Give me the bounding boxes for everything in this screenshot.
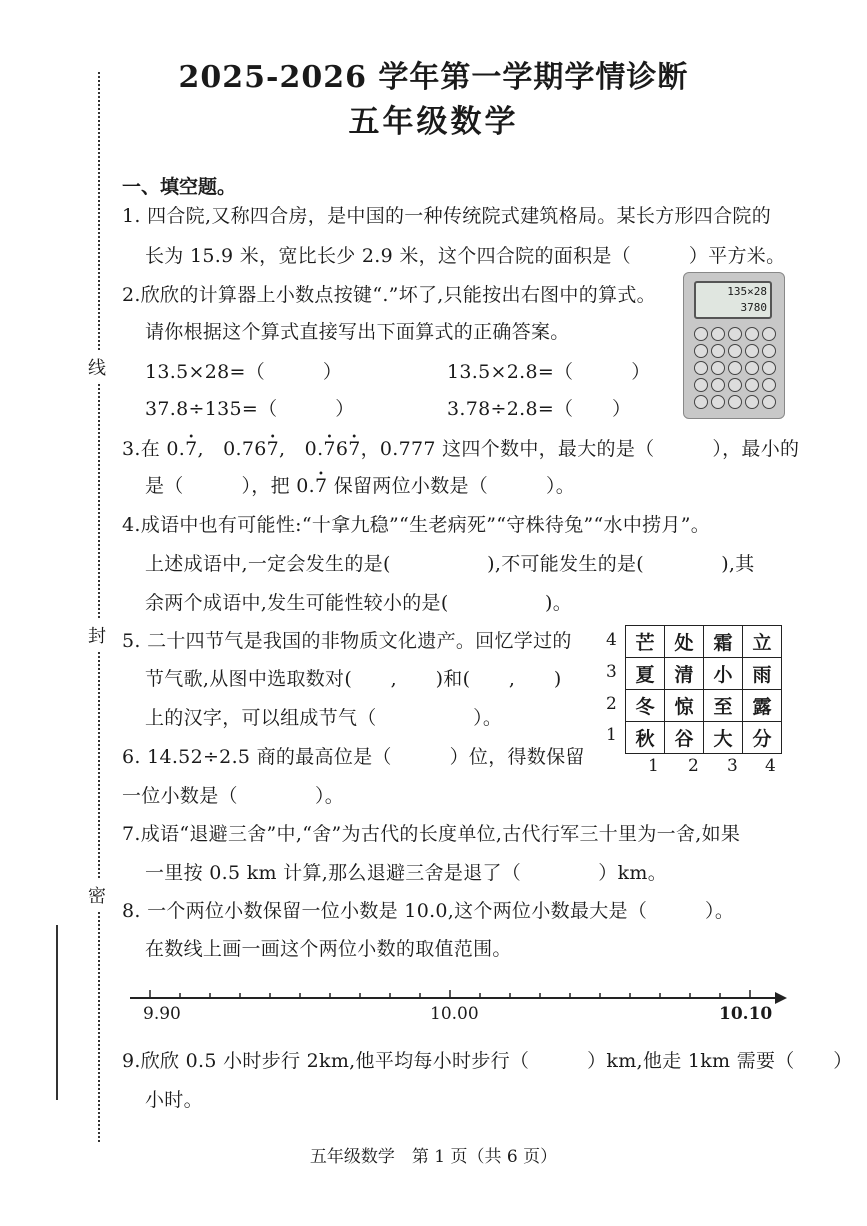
q3-line2: 是（ ），把 0.• 7 保留两位小数是（ ）。: [145, 474, 575, 498]
q9-line2: 小时。: [145, 1089, 203, 1111]
grid-y-label: 3: [606, 662, 617, 682]
grid-cell: 小: [704, 658, 743, 690]
q9-line1: 9.欣欣 0.5 小时步行 2km,他平均每小时步行（ ）km,他走 1km 需要（ ）: [122, 1050, 853, 1072]
page-title: 2025-2026 学年第一学期学情诊断: [178, 60, 689, 95]
q4-line3: 余两个成语中,发生可能性较小的是( )。: [145, 592, 573, 614]
calculator-result: 3780: [740, 301, 767, 314]
grid-x-label: 4: [765, 756, 776, 776]
q3-line1: 3.在 0.• 7, 0.76• 7, 0.• 76• 7，0.777 这四个数中，最大的是（ ），最小的: [122, 437, 799, 461]
grid-cell: 芒: [626, 626, 665, 658]
margin-mark: [56, 925, 58, 1100]
solar-term-grid: [625, 625, 782, 754]
q1-line2: 长为 15.9 米，宽比长少 2.9 米，这个四合院的面积是（ ）平方米。: [145, 245, 786, 267]
q5-line2: 节气歌,从图中选取数对( , )和( , ): [145, 668, 562, 690]
q2-item-a: 13.5×28=（ ）: [145, 361, 343, 383]
q2-line2: 请你根据这个算式直接写出下面算式的正确答案。: [145, 321, 570, 343]
grid-cell: 清: [665, 658, 704, 690]
grid-cell: 露: [743, 690, 782, 722]
grid-cell: 雨: [743, 658, 782, 690]
binding-char-mi: 密: [88, 880, 106, 910]
q5-line3: 上的汉字，可以组成节气（ ）。: [145, 707, 503, 729]
numline-label-mid: 10.00: [430, 1004, 479, 1024]
grid-cell: 谷: [665, 722, 704, 754]
numline-label-right: 10.10: [719, 1004, 773, 1024]
q7-line1: 7.成语“退避三舍”中,“舍”为古代的长度单位,古代行军三十里为一舍,如果: [122, 823, 741, 845]
page-subtitle: 五年级数学: [348, 104, 519, 140]
grid-cell: 夏: [626, 658, 665, 690]
calculator-keypad: [694, 327, 774, 409]
binding-char-xian: 线: [88, 352, 106, 382]
q8-line2: 在数线上画一画这个两位小数的取值范围。: [145, 938, 512, 960]
calculator-image: [683, 272, 785, 419]
grid-cell: 立: [743, 626, 782, 658]
grid-y-label: 1: [606, 725, 617, 745]
page-footer: 五年级数学 第 1 页（共 6 页）: [309, 1147, 558, 1167]
q5-line1: 5. 二十四节气是我国的非物质文化遗产。回忆学过的: [122, 630, 572, 652]
q2-line1: 2.欣欣的计算器上小数点按键“.”坏了,只能按出右图中的算式。: [122, 284, 656, 306]
binding-line: [98, 72, 100, 1142]
grid-cell: 霜: [704, 626, 743, 658]
number-line[interactable]: [130, 986, 790, 1006]
grid-y-label: 4: [606, 630, 617, 650]
grid-y-label: 2: [606, 694, 617, 714]
q4-line2: 上述成语中,一定会发生的是( ),不可能发生的是( ),其: [145, 553, 755, 575]
grid-x-label: 1: [648, 756, 659, 776]
q2-item-b: 13.5×2.8=（ ）: [447, 361, 651, 383]
section-heading: 一、填空题。: [122, 176, 237, 198]
grid-cell: 处: [665, 626, 704, 658]
binding-char-feng: 封: [88, 620, 106, 650]
grid-x-label: 3: [727, 756, 738, 776]
grid-cell: 秋: [626, 722, 665, 754]
calculator-screen: [694, 281, 772, 319]
grid-cell: 惊: [665, 690, 704, 722]
q6-line1: 6. 14.52÷2.5 商的最高位是（ ）位，得数保留: [122, 746, 585, 768]
q8-line1: 8. 一个两位小数保留一位小数是 10.0,这个两位小数最大是（ ）。: [122, 900, 735, 922]
calculator-expression: 135×28: [727, 285, 767, 298]
q1-line1: 1. 四合院,又称四合房，是中国的一种传统院式建筑格局。某长方形四合院的: [122, 205, 772, 227]
grid-cell: 大: [704, 722, 743, 754]
q4-line1: 4.成语中也有可能性:“十拿九稳”“生老病死”“守株待兔”“水中捞月”。: [122, 514, 711, 536]
grid-cell: 分: [743, 722, 782, 754]
numline-label-left: 9.90: [143, 1004, 181, 1024]
grid-x-label: 2: [688, 756, 699, 776]
q7-line2: 一里按 0.5 km 计算,那么退避三舍是退了（ ）km。: [145, 862, 668, 884]
grid-cell: 至: [704, 690, 743, 722]
q2-item-c: 37.8÷135=（ ）: [145, 398, 355, 420]
q6-line2: 一位小数是（ ）。: [122, 785, 345, 807]
q2-item-d: 3.78÷2.8=（ ）: [447, 398, 632, 420]
grid-cell: 冬: [626, 690, 665, 722]
